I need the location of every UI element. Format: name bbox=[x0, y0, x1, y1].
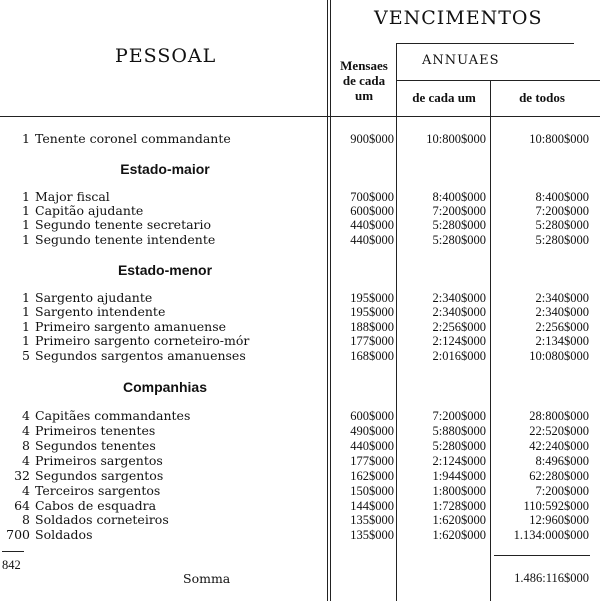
table-row bbox=[0, 513, 600, 527]
row-annual-each: 1:728$000 bbox=[432, 499, 486, 513]
row-annual-total: 110:592$000 bbox=[523, 499, 589, 513]
row-description bbox=[0, 291, 318, 305]
row-annual-total: 2:256$000 bbox=[535, 320, 589, 334]
row-annual-each: 2:256$000 bbox=[432, 320, 486, 334]
row-description bbox=[0, 349, 318, 363]
row-monthly: 168$000 bbox=[350, 349, 394, 363]
row-quantity: 4 bbox=[22, 424, 30, 438]
header-de-todos: de todos bbox=[519, 90, 565, 105]
row-label: Major fiscal bbox=[35, 190, 110, 204]
table-row bbox=[0, 499, 600, 513]
row-description bbox=[0, 439, 318, 453]
row-monthly: 188$000 bbox=[350, 320, 394, 334]
row-label: Primeiros sargentos bbox=[35, 454, 163, 468]
row-annual-each: 10:800$000 bbox=[426, 132, 486, 146]
row-annual-each: 2:340$000 bbox=[432, 291, 486, 305]
row-annual-each: 2:016$000 bbox=[432, 349, 486, 363]
table-row bbox=[0, 469, 600, 483]
row-quantity: 4 bbox=[22, 484, 30, 498]
table-row bbox=[0, 439, 600, 453]
row-annual-each: 1:620$000 bbox=[432, 528, 486, 542]
row-monthly: 150$000 bbox=[350, 484, 394, 498]
row-annual-total: 2:340$000 bbox=[535, 305, 589, 319]
row-annual-total: 5:280$000 bbox=[535, 233, 589, 247]
row-label: Capitães commandantes bbox=[35, 409, 191, 423]
row-label: Soldados corneteiros bbox=[35, 513, 169, 527]
row-annual-total: 1.134:000$000 bbox=[513, 528, 589, 542]
row-label: Primeiros tenentes bbox=[35, 424, 156, 438]
row-quantity: 1 bbox=[22, 204, 30, 218]
row-description bbox=[0, 320, 318, 334]
row-quantity: 1 bbox=[22, 233, 30, 247]
row-quantity: 4 bbox=[22, 409, 30, 423]
sum-rule bbox=[2, 551, 24, 552]
row-description bbox=[0, 233, 318, 247]
row-annual-each: 2:124$000 bbox=[432, 454, 486, 468]
header-annuaes: ANNUAES bbox=[422, 53, 500, 68]
row-annual-total: 7:200$000 bbox=[535, 204, 589, 218]
row-monthly: 135$000 bbox=[350, 513, 394, 527]
row-label: Soldados bbox=[35, 528, 93, 542]
row-annual-each: 2:124$000 bbox=[432, 334, 486, 348]
row-quantity: 8 bbox=[22, 439, 30, 453]
row-label: Primeiro sargento corneteiro-mór bbox=[35, 334, 250, 348]
row-annual-total: 12:960$000 bbox=[529, 513, 589, 527]
total-personnel: 842 bbox=[2, 558, 21, 572]
row-label: Segundo tenente intendente bbox=[35, 233, 216, 247]
row-annual-total: 10:080$000 bbox=[529, 349, 589, 363]
row-label: Segundos tenentes bbox=[35, 439, 156, 453]
somma-label: Somma bbox=[183, 571, 231, 586]
row-description bbox=[0, 334, 318, 348]
row-monthly: 177$000 bbox=[350, 454, 394, 468]
row-description bbox=[0, 454, 318, 468]
row-quantity: 1 bbox=[22, 305, 30, 319]
row-annual-total: 2:340$000 bbox=[535, 291, 589, 305]
row-annual-each: 7:200$000 bbox=[432, 409, 486, 423]
row-monthly: 600$000 bbox=[350, 409, 394, 423]
row-quantity: 1 bbox=[22, 218, 30, 232]
row-annual-total: 22:520$000 bbox=[529, 424, 589, 438]
table-row bbox=[0, 424, 600, 438]
section-heading: Estado-maior bbox=[120, 161, 210, 177]
row-quantity: 1 bbox=[22, 320, 30, 334]
row-quantity: 32 bbox=[14, 469, 30, 483]
row-annual-each: 8:400$000 bbox=[432, 190, 486, 204]
table-row bbox=[0, 409, 600, 423]
row-monthly: 440$000 bbox=[350, 218, 394, 232]
table-row bbox=[0, 320, 600, 334]
row-annual-each: 1:620$000 bbox=[432, 513, 486, 527]
row-monthly: 195$000 bbox=[350, 305, 394, 319]
row-monthly: 177$000 bbox=[350, 334, 394, 348]
row-quantity: 1 bbox=[22, 291, 30, 305]
row-annual-each: 5:280$000 bbox=[432, 218, 486, 232]
row-description bbox=[0, 218, 318, 232]
row-monthly: 440$000 bbox=[350, 233, 394, 247]
section-heading: Companhias bbox=[122, 379, 207, 395]
row-quantity: 1 bbox=[22, 334, 30, 348]
row-monthly: 195$000 bbox=[350, 291, 394, 305]
row-description bbox=[0, 409, 318, 423]
row-label: Sargento ajudante bbox=[35, 291, 153, 305]
header-rule bbox=[396, 80, 600, 81]
row-annual-total: 8:496$000 bbox=[535, 454, 589, 468]
row-description bbox=[0, 424, 318, 438]
row-monthly: 440$000 bbox=[350, 439, 394, 453]
row-annual-total: 28:800$000 bbox=[529, 409, 589, 423]
header-mensaes: Mensaes de cada um bbox=[340, 58, 388, 103]
row-quantity: 700 bbox=[6, 528, 30, 542]
table-row bbox=[0, 233, 600, 247]
row-annual-total: 2:134$000 bbox=[535, 334, 589, 348]
row-quantity: 1 bbox=[22, 190, 30, 204]
row-description bbox=[0, 469, 318, 483]
header-rule bbox=[0, 116, 600, 117]
row-label: Primeiro sargento amanuense bbox=[35, 320, 227, 334]
row-monthly: 144$000 bbox=[350, 499, 394, 513]
row-monthly: 135$000 bbox=[350, 528, 394, 542]
row-annual-total: 42:240$000 bbox=[529, 439, 589, 453]
row-label: Capitão ajudante bbox=[35, 204, 144, 218]
row-label: Cabos de esquadra bbox=[35, 499, 157, 513]
row-annual-total: 10:800$000 bbox=[529, 132, 589, 146]
table-row bbox=[0, 218, 600, 232]
row-quantity: 1 bbox=[22, 132, 30, 146]
header-vencimentos: VENCIMENTOS bbox=[374, 7, 543, 29]
row-annual-each: 1:944$000 bbox=[432, 469, 486, 483]
row-annual-each: 5:280$000 bbox=[432, 439, 486, 453]
section-heading: Estado-menor bbox=[117, 262, 213, 278]
row-quantity: 4 bbox=[22, 454, 30, 468]
row-description bbox=[0, 484, 318, 498]
row-monthly: 700$000 bbox=[350, 190, 394, 204]
row-description bbox=[0, 204, 318, 218]
row-quantity: 64 bbox=[14, 499, 30, 513]
table-row bbox=[0, 349, 600, 363]
row-monthly: 600$000 bbox=[350, 204, 394, 218]
row-description bbox=[0, 528, 318, 542]
row-description bbox=[0, 499, 318, 513]
row-label: Segundos sargentos bbox=[35, 469, 164, 483]
header-rule bbox=[396, 43, 574, 44]
header-pessoal: PESSOAL bbox=[115, 45, 217, 67]
row-monthly: 490$000 bbox=[350, 424, 394, 438]
table-row bbox=[0, 204, 600, 218]
table-row bbox=[0, 528, 600, 542]
table-row bbox=[0, 132, 600, 146]
table-row bbox=[0, 454, 600, 468]
row-label: Segundo tenente secretario bbox=[35, 218, 212, 232]
table-row bbox=[0, 190, 600, 204]
row-label: Terceiros sargentos bbox=[35, 484, 161, 498]
row-annual-total: 7:200$000 bbox=[535, 484, 589, 498]
row-quantity: 8 bbox=[22, 513, 30, 527]
row-description bbox=[0, 190, 318, 204]
row-annual-total: 5:280$000 bbox=[535, 218, 589, 232]
row-monthly: 162$000 bbox=[350, 469, 394, 483]
row-label: Sargento intendente bbox=[35, 305, 166, 319]
row-quantity: 5 bbox=[22, 349, 30, 363]
row-annual-each: 2:340$000 bbox=[432, 305, 486, 319]
table-row bbox=[0, 305, 600, 319]
row-annual-each: 5:880$000 bbox=[432, 424, 486, 438]
row-annual-each: 7:200$000 bbox=[432, 204, 486, 218]
row-description bbox=[0, 132, 318, 146]
row-description bbox=[0, 305, 318, 319]
table-row bbox=[0, 334, 600, 348]
sum-rule bbox=[494, 555, 590, 556]
row-annual-each: 1:800$000 bbox=[432, 484, 486, 498]
header-de-cada-um: de cada um bbox=[412, 90, 476, 105]
row-label: Segundos sargentos amanuenses bbox=[35, 349, 246, 363]
row-monthly: 900$000 bbox=[350, 132, 394, 146]
somma-total: 1.486:116$000 bbox=[514, 571, 589, 585]
table-row bbox=[0, 484, 600, 498]
row-annual-total: 62:280$000 bbox=[529, 469, 589, 483]
table-row bbox=[0, 291, 600, 305]
row-label: Tenente coronel commandante bbox=[35, 132, 231, 146]
row-annual-each: 5:280$000 bbox=[432, 233, 486, 247]
row-description bbox=[0, 513, 318, 527]
row-annual-total: 8:400$000 bbox=[535, 190, 589, 204]
